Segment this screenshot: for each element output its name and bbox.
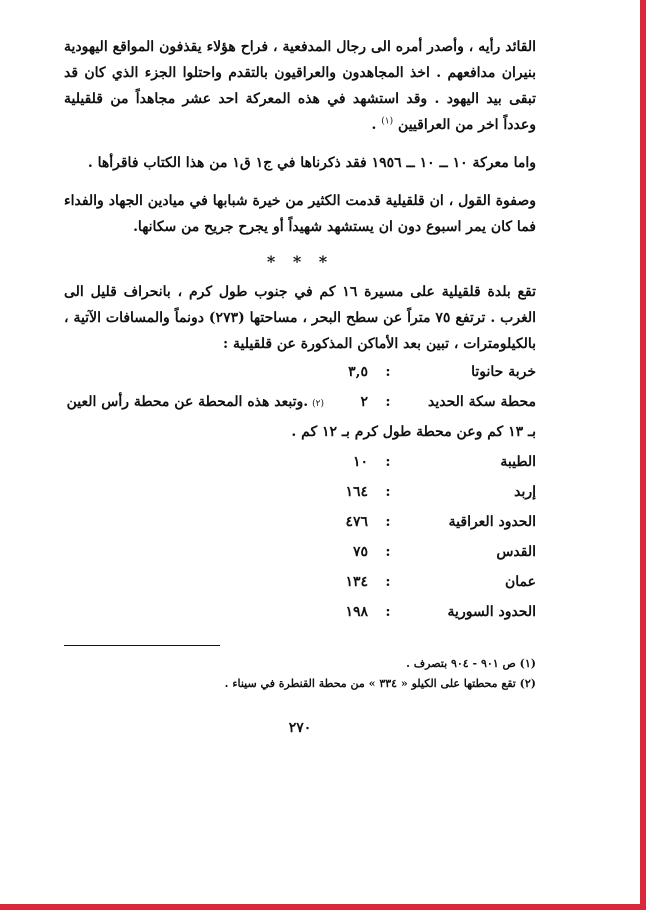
distance-row-station: محطة سكة الحديد : ٢ (٢) .وتبعد هذه المحطة عن محطة رأس العين <box>64 387 536 417</box>
station-note-continuation: بـ ١٣ كم وعن محطة طول كرم بـ ١٢ كم . <box>291 424 536 440</box>
distance-colon: : <box>385 454 391 470</box>
distance-row <box>64 507 536 537</box>
distance-colon: : <box>385 364 391 380</box>
distance-row <box>64 537 536 567</box>
footnote-1: (١) ص ٩٠١ - ٩٠٤ بتصرف . <box>406 657 536 670</box>
footnote-ref-1: (١) <box>381 116 394 127</box>
distance-value: ١٠ <box>352 454 368 470</box>
distance-place: خربة حانوتا <box>471 364 536 380</box>
footnote-divider <box>64 645 220 646</box>
distance-place: الحدود السورية <box>447 604 536 620</box>
book-page <box>64 34 536 736</box>
distance-colon: : <box>385 394 391 410</box>
distance-place: عمان <box>505 574 536 590</box>
paragraph-battle-account <box>64 34 536 138</box>
distance-value: ٧٥ <box>352 544 368 560</box>
distance-colon: : <box>385 514 391 530</box>
distance-place: القدس <box>496 544 536 560</box>
paragraph-summary: وصفوة القول ، ان قلقيلية قدمت الكثير من خيرة شبابها في ميادين الجهاد والفداء فما كان يمر اسبوع دون ان يستشهد شهيداً أو يجرح جريح من سكانها. <box>64 193 536 235</box>
distance-colon: : <box>385 604 391 620</box>
distance-place: الحدود العراقية <box>448 514 536 530</box>
section-separator: * * * <box>266 252 334 271</box>
distance-row <box>64 477 536 507</box>
paragraph-end: . <box>371 117 377 133</box>
distance-value: ١٩٨ <box>345 604 368 620</box>
distance-row <box>64 567 536 597</box>
paragraph-battle-1956: واما معركة ١٠ ــ ١٠ ــ ١٩٥٦ فقد ذكرناها في ج١ ق١ من هذا الكتاب فاقرأها . <box>87 155 536 171</box>
distance-value: ١٦٤ <box>345 484 368 500</box>
station-note: .وتبعد هذه المحطة عن محطة رأس العين <box>66 394 309 410</box>
distance-place: إربد <box>514 484 536 500</box>
distance-value: ٢ <box>360 394 368 410</box>
distance-row <box>64 447 536 477</box>
paragraph-location: تقع بلدة قلقيلية على مسيرة ١٦ كم في جنوب طول كرم ، بانحراف قليل الى الغرب . ترتفع ٧٥ متراً عن سطح البحر ، مساحتها (٢٧٣) دونماً والمسافات الآتية ، بالكيلومترات ، تبين بعد الأماكن المذكورة عن قلقيلية : <box>64 284 536 352</box>
distance-value: ١٣٤ <box>345 574 368 590</box>
right-border <box>640 0 646 910</box>
distance-value: ٤٧٦ <box>345 514 368 530</box>
distance-place: الطيبة <box>500 454 536 470</box>
footnote-2: (٢) تقع محطتها على الكيلو « ٣٣٤ » من محطة القنطرة في سيناء . <box>224 677 536 690</box>
paragraph-text: القائد رأيه ، وأصدر أمره الى رجال المدفعية ، فراح هؤلاء يقذفون المواقع اليهودية بنيران مدافعهم . اخذ المجاهدون والعراقيون بالتقدم واحتلوا الجزء الذي كان قد تبقى بيد اليهود . وقد استشهد في هذه المعركة احد عشر مجاهداً من قلقيلية وعدداً اخر من العراقيين <box>64 39 536 133</box>
page-number: ٢٧٠ <box>288 720 312 736</box>
distance-row <box>64 597 536 627</box>
bottom-border <box>0 904 646 910</box>
distance-colon: : <box>385 484 391 500</box>
distance-value: ٣,٥ <box>348 364 368 380</box>
distance-colon: : <box>385 544 391 560</box>
distance-colon: : <box>385 574 391 590</box>
distance-row <box>64 357 536 387</box>
distance-place: محطة سكة الحديد <box>427 394 536 410</box>
